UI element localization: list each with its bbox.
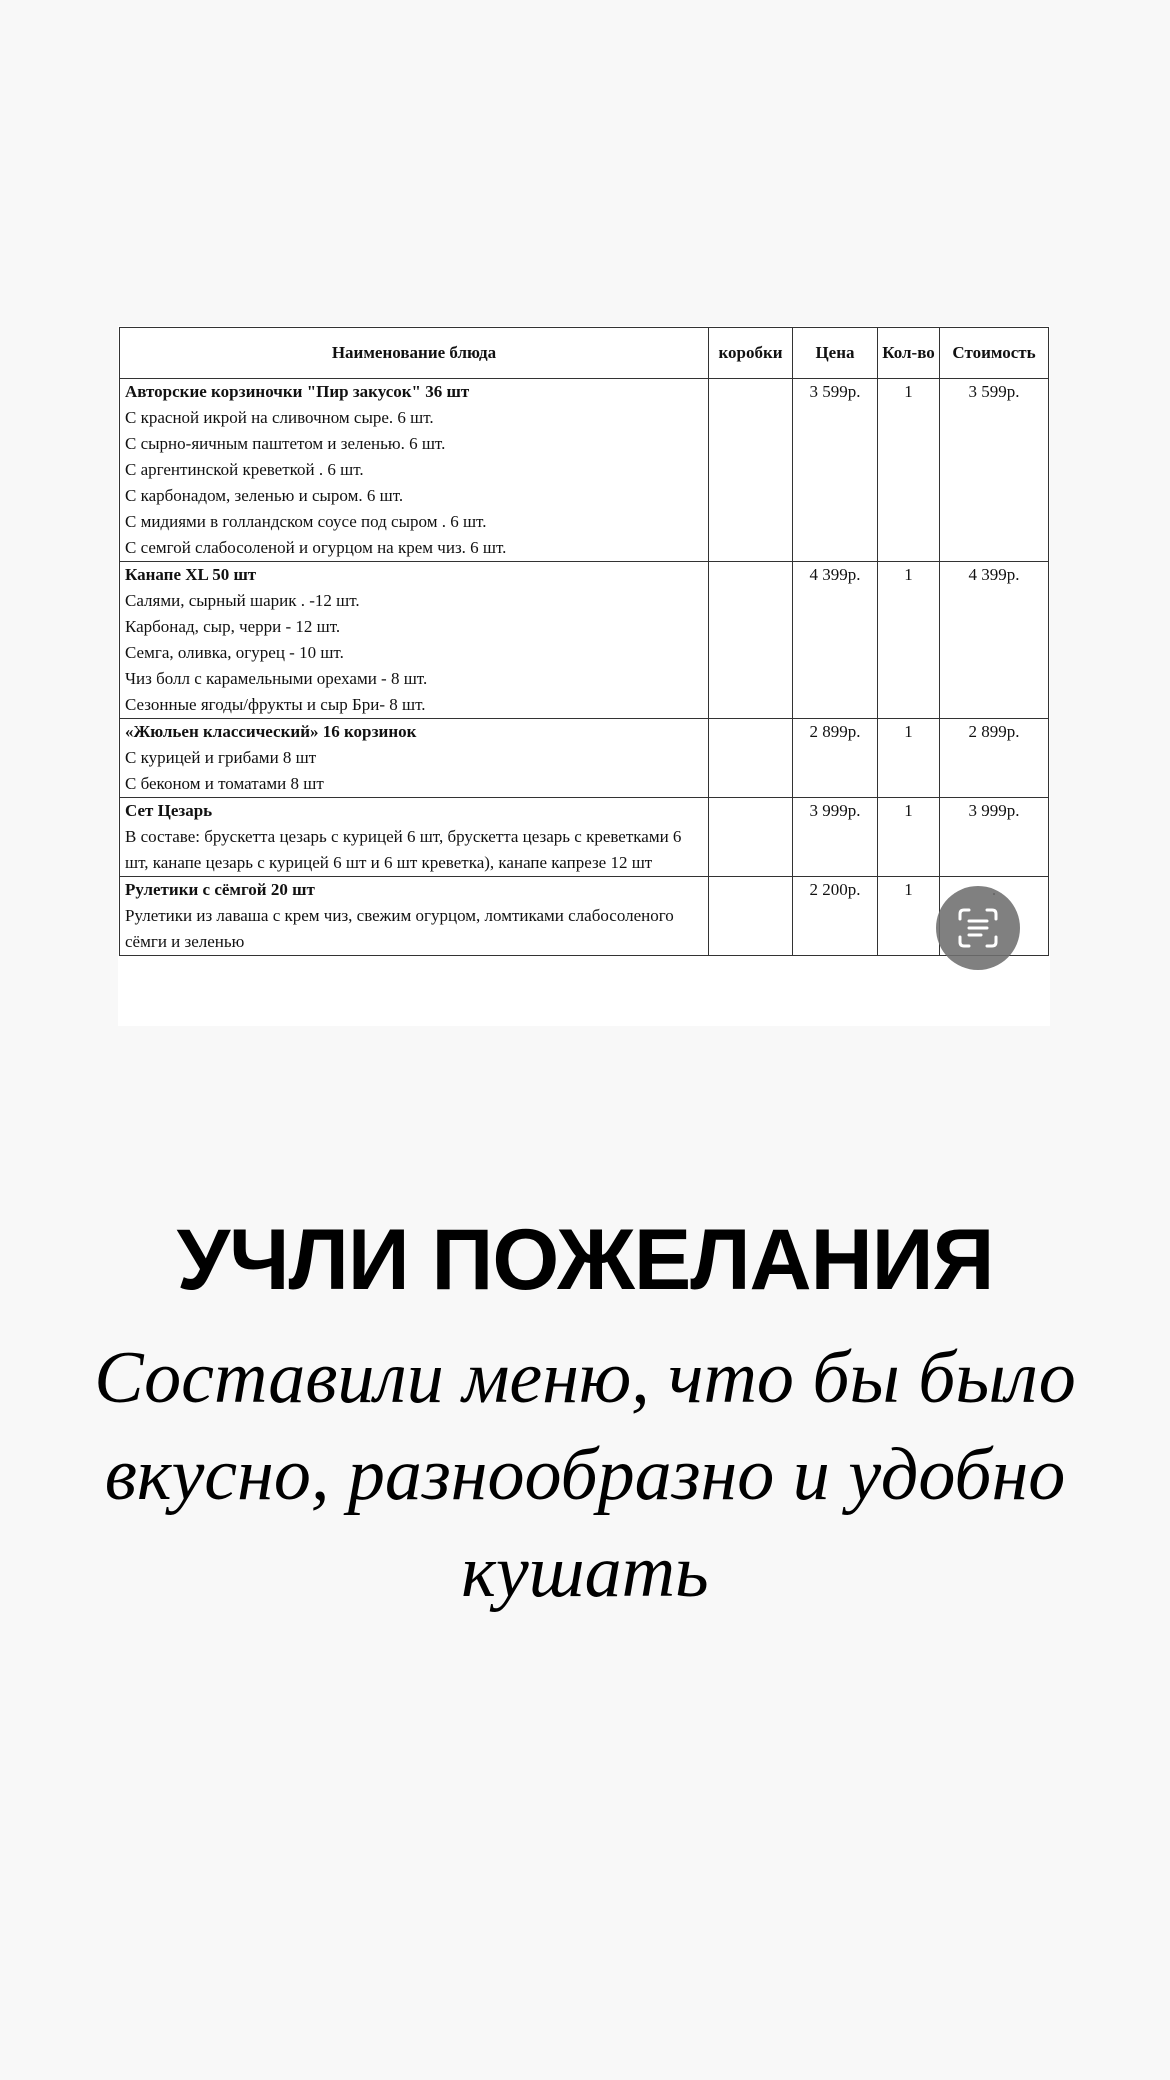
qty-cell: 1 <box>878 562 940 719</box>
dish-name: Канапе XL 50 шт <box>125 565 257 584</box>
dish-description-line: С мидиями в голландском соусе под сыром . 6 шт. <box>125 512 487 531</box>
dish-description-line: С красной икрой на сливочном сыре. 6 шт. <box>125 408 434 427</box>
dish-description-line: Карбонад, сыр, черри - 12 шт. <box>125 617 341 636</box>
header-qty: Кол-во <box>878 328 940 379</box>
price-cell: 4 399р. <box>793 562 878 719</box>
dish-description-line: В составе: брускетта цезарь с курицей 6 шт, брускетта цезарь с креветками 6 шт, канапе цезарь с курицей 6 шт и 6 шт креветка), канапе капрезе 12 шт <box>125 827 682 872</box>
text-scan-icon <box>956 906 1000 950</box>
dish-description-line: Сезонные ягоды/фрукты и сыр Бри- 8 шт. <box>125 695 426 714</box>
table-row <box>120 562 1049 719</box>
qty-cell: 1 <box>878 798 940 877</box>
boxes-cell <box>709 719 793 798</box>
subtitle: Составили меню, что бы было вкусно, разнообразно и удобно кушать <box>94 1337 1076 1613</box>
dish-description-line: С курицей и грибами 8 шт <box>125 748 317 767</box>
menu-document-image <box>118 326 1050 1026</box>
total-cell: 4 399р. <box>940 562 1049 719</box>
menu-table <box>119 327 1049 956</box>
dish-description-line: С карбонадом, зеленью и сыром. 6 шт. <box>125 486 404 505</box>
table-header-row <box>120 328 1049 379</box>
dish-name: «Жюльен классический» 16 корзинок <box>125 722 417 741</box>
price-cell: 2 200р. <box>793 877 878 956</box>
dish-description-line: С аргентинской креветкой . 6 шт. <box>125 460 364 479</box>
total-cell: 3 599р. <box>940 379 1049 562</box>
dish-description-line: С беконом и томатами 8 шт <box>125 774 324 793</box>
dish-description-line: Чиз болл с карамельными орехами - 8 шт. <box>125 669 428 688</box>
table-row <box>120 798 1049 877</box>
header-price: Цена <box>793 328 878 379</box>
price-cell: 3 999р. <box>793 798 878 877</box>
header-total: Стоимость <box>940 328 1049 379</box>
text-scan-button[interactable] <box>936 886 1020 970</box>
boxes-cell <box>709 379 793 562</box>
boxes-cell <box>709 877 793 956</box>
qty-cell: 1 <box>878 877 940 956</box>
table-row <box>120 877 1049 956</box>
boxes-cell <box>709 798 793 877</box>
price-cell: 2 899р. <box>793 719 878 798</box>
dish-cell <box>120 379 709 562</box>
dish-cell <box>120 877 709 956</box>
dish-name: Сет Цезарь <box>125 801 213 820</box>
table-row <box>120 719 1049 798</box>
qty-cell: 1 <box>878 379 940 562</box>
price-cell: 3 599р. <box>793 379 878 562</box>
dish-description-line: Семга, оливка, огурец - 10 шт. <box>125 643 344 662</box>
dish-cell <box>120 719 709 798</box>
qty-cell: 1 <box>878 719 940 798</box>
total-cell: 2 899р. <box>940 719 1049 798</box>
table-row <box>120 379 1049 562</box>
dish-name: Рулетики с сёмгой 20 шт <box>125 880 315 899</box>
headline: УЧЛИ ПОЖЕЛАНИЯ <box>176 1212 994 1308</box>
dish-description-line: С сырно-яичным паштетом и зеленью. 6 шт. <box>125 434 446 453</box>
dish-description-line: С семгой слабосоленой и огурцом на крем чиз. 6 шт. <box>125 538 507 557</box>
header-dish-name: Наименование блюда <box>120 328 709 379</box>
dish-cell <box>120 562 709 719</box>
dish-name: Авторские корзиночки "Пир закусок" 36 шт <box>125 382 470 401</box>
dish-description-line: Салями, сырный шарик . -12 шт. <box>125 591 360 610</box>
dish-description-line: Рулетики из лаваша с крем чиз, свежим огурцом, ломтиками слабосоленого сёмги и зеленью <box>125 906 674 951</box>
header-boxes: коробки <box>709 328 793 379</box>
total-cell: 3 999р. <box>940 798 1049 877</box>
dish-cell <box>120 798 709 877</box>
boxes-cell <box>709 562 793 719</box>
